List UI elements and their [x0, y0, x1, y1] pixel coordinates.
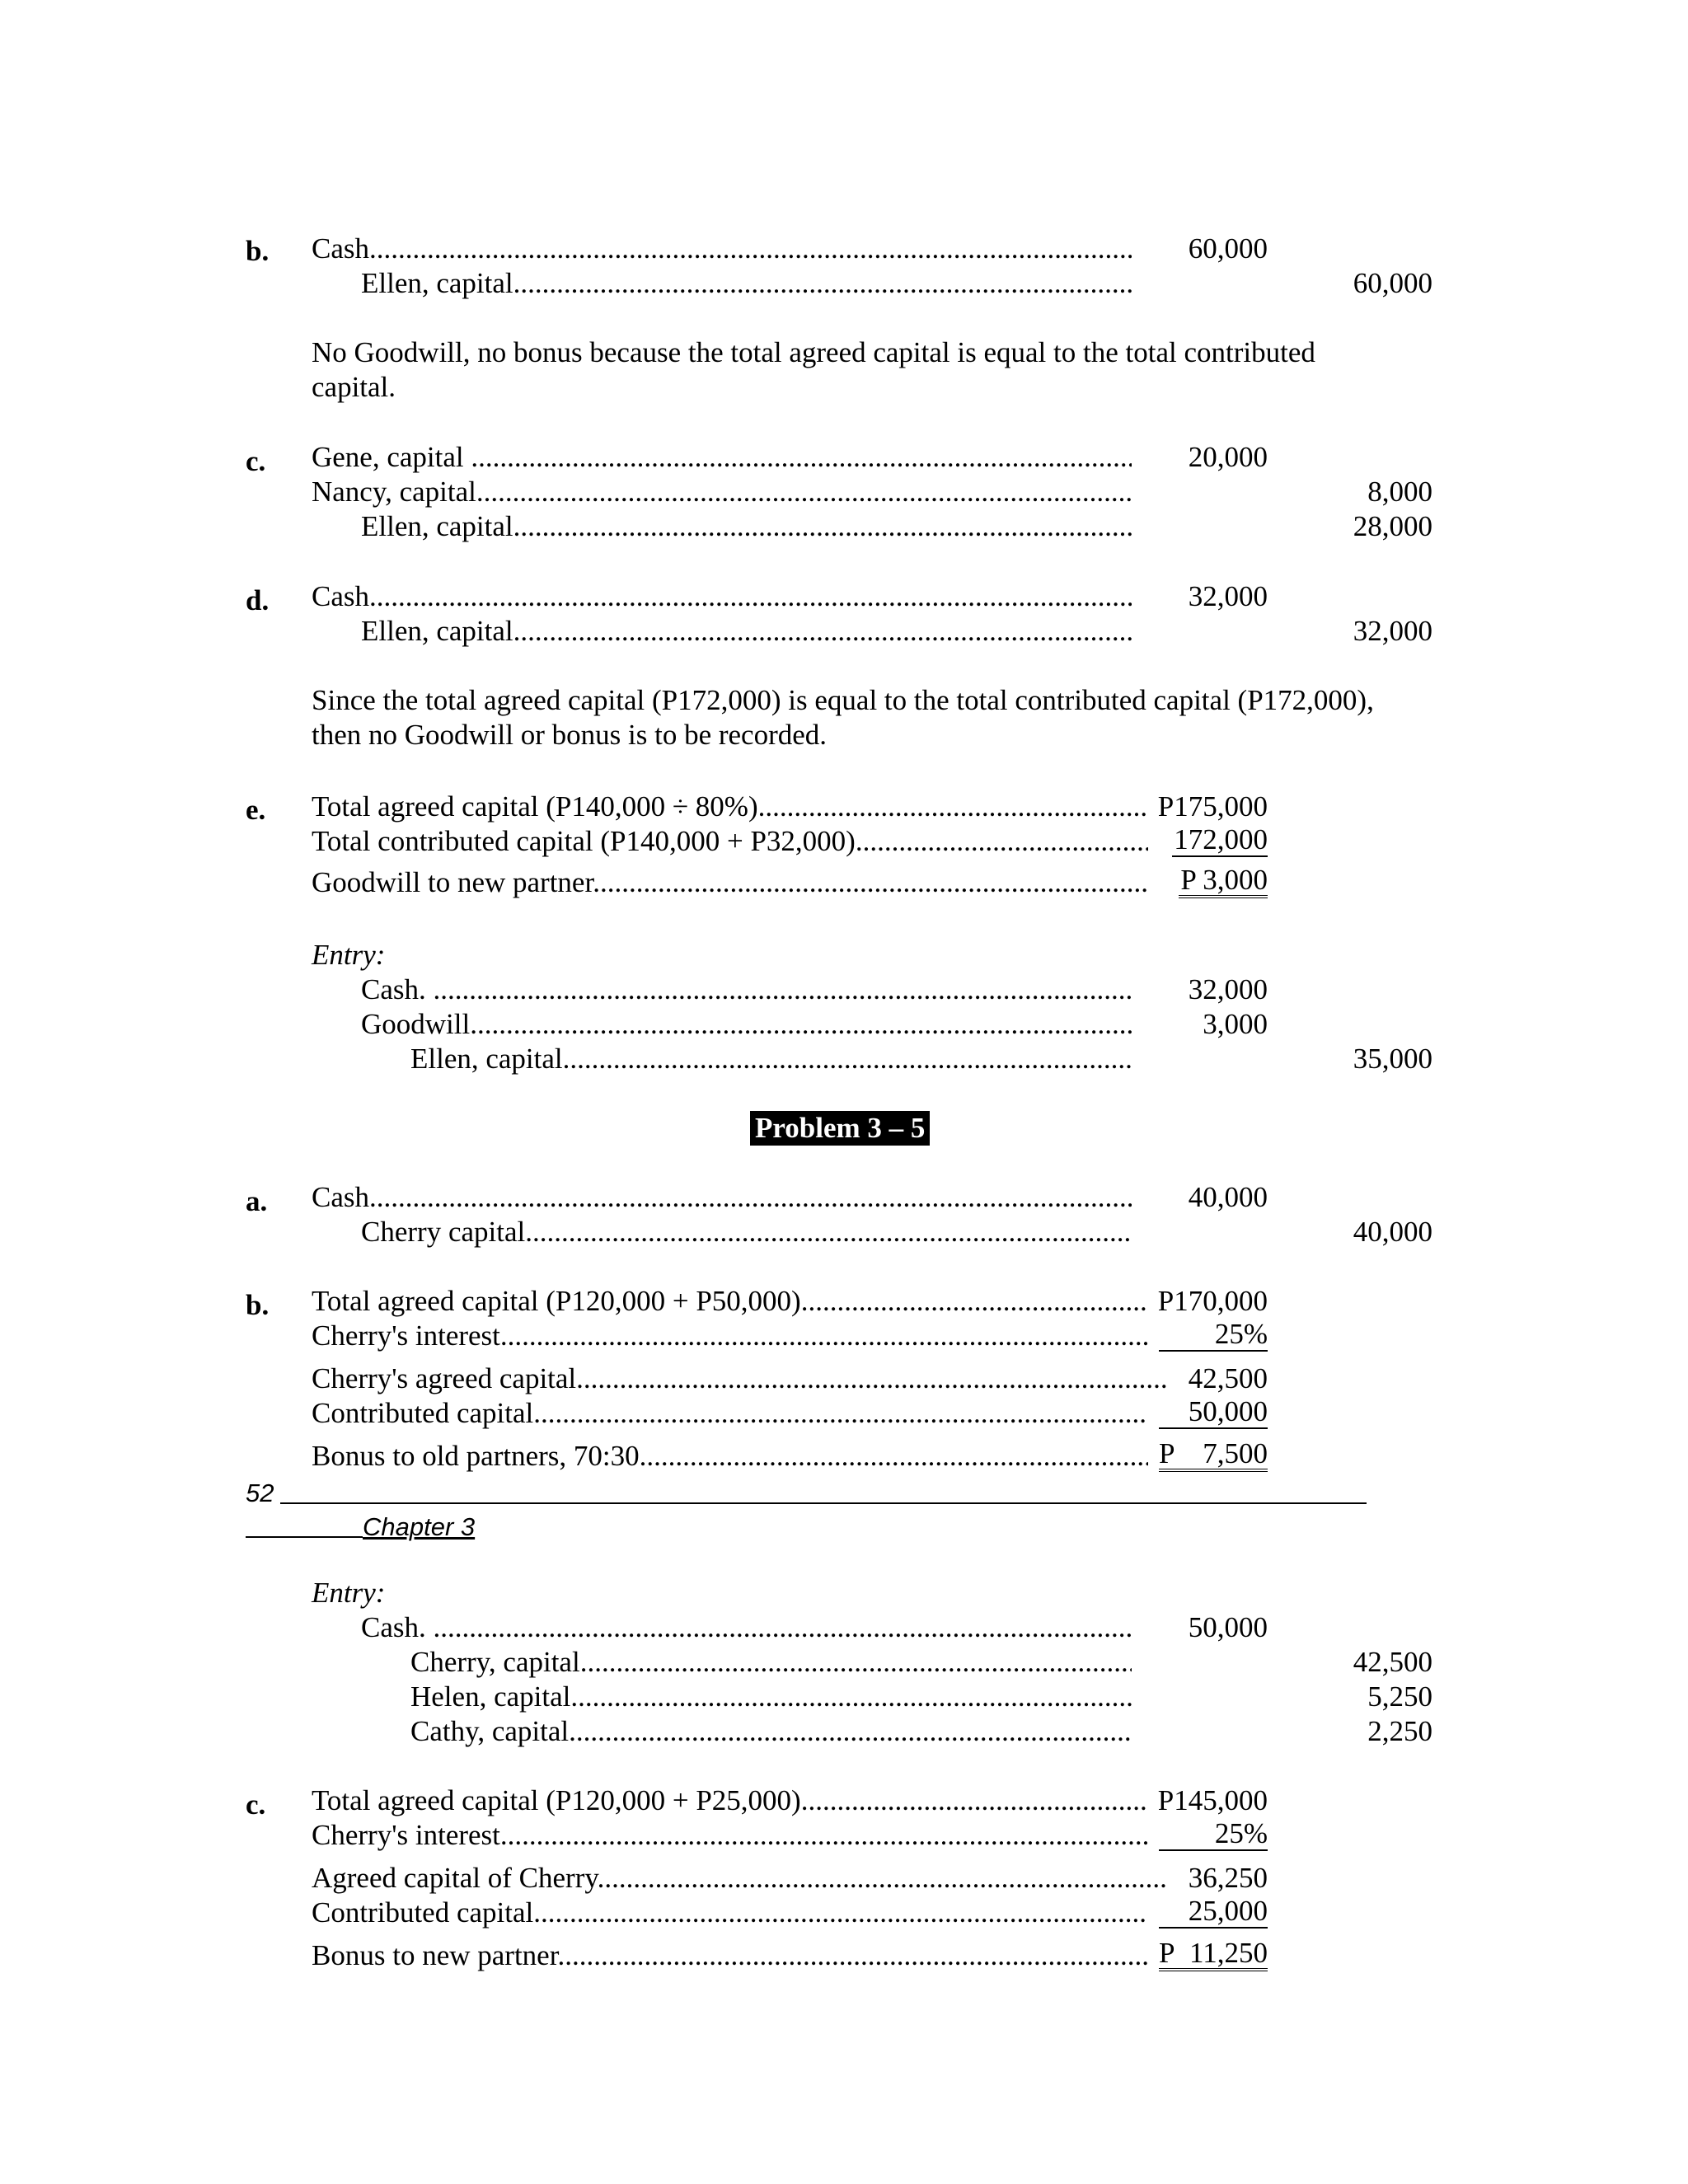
journal-line — [312, 440, 1132, 475]
chapter-title: Chapter 3 — [363, 1512, 476, 1541]
computation-label: Total agreed capital (P140,000 ÷ 80%) — [312, 790, 758, 823]
computation-line — [312, 1319, 1148, 1353]
page-number: 52 — [246, 1479, 274, 1507]
journal-line — [361, 614, 1132, 649]
computation-line — [312, 1783, 1148, 1818]
journal-line — [361, 1215, 1132, 1249]
journal-line — [410, 1042, 1132, 1076]
computation-line — [312, 1818, 1148, 1853]
computation-line — [312, 1861, 1169, 1896]
journal-line — [312, 475, 1132, 509]
journal-line — [361, 1007, 1132, 1042]
credit-amount: 35,000 — [1353, 1043, 1432, 1075]
computation-line — [312, 1396, 1148, 1431]
account-name: Nancy, capital — [312, 476, 476, 508]
journal-line — [410, 1645, 1132, 1680]
item-label-d: d. — [246, 584, 270, 616]
item-label-a: a. — [246, 1185, 268, 1217]
computation-line — [312, 1284, 1148, 1319]
problem-title: Problem 3 – 5 — [750, 1111, 930, 1146]
account-name: Goodwill — [361, 1008, 471, 1040]
computation-value: P170,000 — [1157, 1285, 1268, 1317]
credit-amount: 5,250 — [1367, 1680, 1432, 1713]
explanation-line: No Goodwill, no bonus because the total agreed capital is equal to the total contributed — [312, 336, 1315, 368]
computation-value: P 11,250 — [1159, 1938, 1268, 1971]
credit-amount: 60,000 — [1353, 267, 1432, 299]
item-label-c: c. — [246, 1788, 266, 1821]
footer-rule — [280, 1502, 1367, 1504]
account-name: Gene, capital — [312, 441, 471, 473]
credit-amount: 40,000 — [1353, 1216, 1432, 1248]
computation-line — [312, 865, 1148, 900]
computation-line — [312, 824, 1148, 859]
debit-amount: 50,000 — [1188, 1611, 1268, 1643]
computation-label: Bonus to old partners, 70:30 — [312, 1440, 640, 1472]
journal-line — [312, 579, 1132, 614]
computation-value: P 3,000 — [1179, 865, 1268, 898]
computation-label: Contributed capital — [312, 1896, 534, 1929]
computation-value: 50,000 — [1159, 1396, 1268, 1429]
computation-label: Cherry's interest — [312, 1319, 500, 1352]
journal-line — [410, 1680, 1132, 1714]
computation-line — [312, 1896, 1148, 1930]
account-name: Cherry, capital — [410, 1646, 580, 1678]
computation-label: Cherry's interest — [312, 1819, 500, 1851]
computation-label: Agreed capital of Cherry — [312, 1862, 598, 1894]
computation-value: 25% — [1159, 1818, 1268, 1851]
computation-label: Total contributed capital (P140,000 + P32,000) — [312, 825, 856, 857]
journal-line — [361, 266, 1132, 301]
computation-value: 25,000 — [1159, 1896, 1268, 1929]
account-name: Helen, capital — [410, 1680, 571, 1713]
explanation-line: then no Goodwill or bonus is to be recorded. — [312, 719, 828, 751]
computation-label: Cherry's agreed capital — [312, 1362, 577, 1394]
debit-amount: 3,000 — [1203, 1008, 1268, 1040]
item-label-b: b. — [246, 235, 270, 267]
computation-label: Contributed capital — [312, 1397, 534, 1429]
journal-line — [361, 509, 1132, 544]
computation-line — [312, 1361, 1169, 1396]
computation-label: Bonus to new partner — [312, 1939, 558, 1971]
account-name: Cash — [312, 232, 369, 265]
computation-value: 42,500 — [1188, 1362, 1268, 1394]
debit-amount: 32,000 — [1188, 580, 1268, 612]
explanation-line: capital. — [312, 371, 396, 403]
credit-amount: 28,000 — [1353, 510, 1432, 542]
account-name: Cash — [312, 1181, 369, 1213]
account-name: Cherry capital — [361, 1216, 526, 1248]
entry-heading: Entry: — [312, 939, 386, 971]
item-label-e: e. — [246, 794, 266, 826]
account-name: Cash. — [361, 1611, 434, 1643]
debit-amount: 32,000 — [1188, 973, 1268, 1005]
computation-value: P175,000 — [1157, 790, 1268, 823]
account-name: Cathy, capital — [410, 1715, 570, 1747]
debit-amount: 20,000 — [1188, 441, 1268, 473]
computation-line — [312, 1938, 1148, 1973]
debit-amount: 40,000 — [1188, 1181, 1268, 1213]
account-name: Ellen, capital — [361, 510, 513, 542]
item-label-b: b. — [246, 1289, 270, 1321]
footer-rule — [246, 1536, 363, 1538]
item-label-c: c. — [246, 445, 266, 477]
journal-line — [312, 232, 1132, 266]
journal-line — [361, 972, 1132, 1007]
computation-label: Goodwill to new partner — [312, 866, 593, 898]
credit-amount: 2,250 — [1367, 1715, 1432, 1747]
account-name: Ellen, capital — [361, 267, 513, 299]
computation-value: 25% — [1159, 1319, 1268, 1352]
journal-line — [361, 1610, 1132, 1645]
computation-value: P145,000 — [1157, 1784, 1268, 1816]
credit-amount: 32,000 — [1353, 615, 1432, 647]
account-name: Ellen, capital — [410, 1043, 563, 1075]
explanation-line: Since the total agreed capital (P172,000) is equal to the total contributed capital (P172,000), — [312, 684, 1374, 716]
credit-amount: 42,500 — [1353, 1646, 1432, 1678]
computation-line — [312, 790, 1148, 824]
computation-label: Total agreed capital (P120,000 + P50,000) — [312, 1285, 801, 1317]
debit-amount: 60,000 — [1188, 232, 1268, 265]
account-name: Cash. — [361, 973, 434, 1005]
account-name: Ellen, capital — [361, 615, 513, 647]
journal-line — [410, 1714, 1132, 1749]
computation-value: 36,250 — [1188, 1862, 1268, 1894]
computation-line — [312, 1439, 1148, 1474]
journal-line — [312, 1180, 1132, 1215]
credit-amount: 8,000 — [1367, 476, 1432, 508]
computation-value: P 7,500 — [1159, 1439, 1268, 1472]
account-name: Cash — [312, 580, 369, 612]
computation-value: 172,000 — [1174, 823, 1268, 855]
computation-label: Total agreed capital (P120,000 + P25,000) — [312, 1784, 801, 1816]
entry-heading: Entry: — [312, 1577, 386, 1609]
